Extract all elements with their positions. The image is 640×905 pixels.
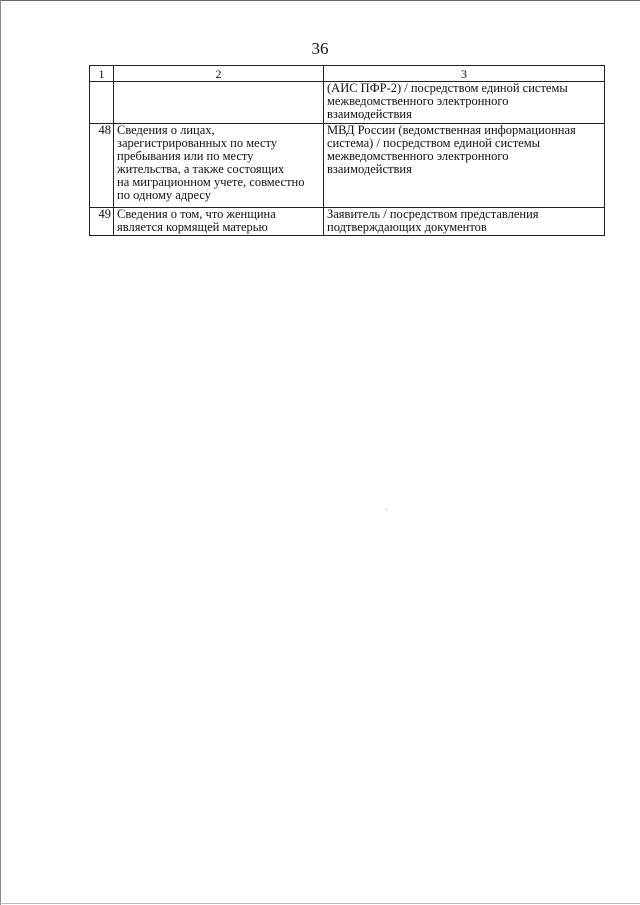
table-row bbox=[90, 208, 605, 236]
scan-left-edge bbox=[0, 0, 1, 905]
scan-bottom-edge bbox=[0, 903, 640, 904]
row-number: 48 bbox=[90, 124, 114, 208]
row-information: Сведения о том, что женщина является кормящей матерью bbox=[114, 208, 324, 236]
scan-speck bbox=[386, 509, 387, 510]
table-header-row bbox=[90, 66, 605, 82]
column-header-3: 3 bbox=[324, 66, 605, 82]
row-source: (АИС ПФР-2) / посредством единой системы межведомственного электронного взаимодействия bbox=[324, 82, 605, 124]
row-information: Сведения о лицах, зарегистрированных по месту пребывания или по месту жительства, а также состоящих на миграционном учете, совместно по одному адресу bbox=[114, 124, 324, 208]
row-source: МВД России (ведомственная информационная система) / посредством единой системы межведомственного электронного взаимодействия bbox=[324, 124, 605, 208]
row-information bbox=[114, 82, 324, 124]
document-table bbox=[89, 65, 605, 236]
row-source: Заявитель / посредством представления подтверждающих документов bbox=[324, 208, 605, 236]
column-header-2: 2 bbox=[114, 66, 324, 82]
column-header-1: 1 bbox=[90, 66, 114, 82]
table-row bbox=[90, 82, 605, 124]
page-number: 36 bbox=[311, 39, 329, 58]
row-number bbox=[90, 82, 114, 124]
table-row bbox=[90, 124, 605, 208]
scan-top-edge bbox=[0, 0, 640, 1]
row-number: 49 bbox=[90, 208, 114, 236]
